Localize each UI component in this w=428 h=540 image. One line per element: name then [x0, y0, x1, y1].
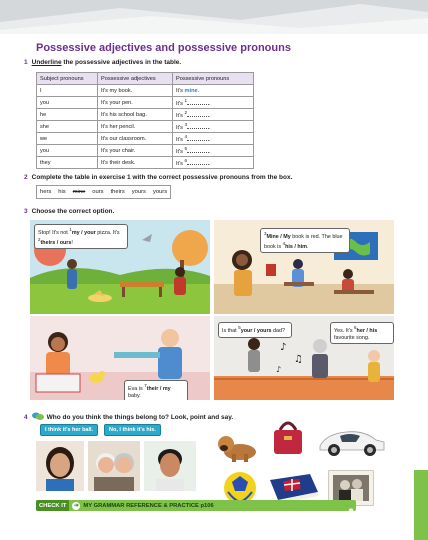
photo-grandparents[interactable] — [88, 441, 140, 491]
word-option[interactable]: yours — [152, 189, 168, 195]
bubble-text: ! — [71, 239, 73, 246]
instruction-text: Complete the table in exercise 1 with the correct possessive pronouns from the box. — [31, 174, 293, 181]
word-option[interactable]: hers — [40, 189, 52, 195]
word-option-used: mine — [72, 189, 86, 195]
answer-blank[interactable] — [184, 158, 209, 165]
option-choice[interactable]: your / yours — [240, 327, 272, 334]
word-box — [36, 185, 171, 199]
table-row — [37, 97, 254, 109]
check-it-label: CHECK IT — [36, 500, 69, 511]
exercise-4-instruction — [24, 412, 233, 423]
footer-text: MY GRAMMAR REFERENCE & PRACTICE p106 — [83, 502, 214, 509]
cell-pronoun — [173, 97, 254, 109]
cell-prefix: It's — [176, 124, 183, 131]
avito-logo-icon: ●● — [326, 511, 341, 523]
cell-subject: he — [37, 109, 98, 121]
word-option[interactable]: theirs — [110, 189, 125, 195]
answer-blank[interactable] — [184, 110, 209, 117]
option-choice[interactable]: their / my — [146, 385, 171, 392]
table-row — [37, 145, 254, 157]
cell-prefix: It's — [176, 160, 183, 167]
speech-bubbles-icon — [32, 412, 44, 423]
section-heading: Possessive adjectives and possessive pronouns — [36, 42, 291, 54]
cell-end: . — [209, 112, 211, 119]
cell-end: . — [209, 124, 211, 131]
exercise-number: 2 — [24, 174, 28, 181]
illustration-home — [30, 316, 210, 400]
speech-bubble — [330, 322, 394, 344]
table-row — [37, 157, 254, 169]
table-row — [37, 121, 254, 133]
svg-text:♫: ♫ — [294, 354, 303, 365]
gap-number: 6 — [184, 158, 188, 164]
table-row — [37, 133, 254, 145]
option-choice[interactable]: theirs / ours — [40, 239, 72, 246]
cell-subject: we — [37, 133, 98, 145]
option-choice[interactable]: his / him — [285, 243, 307, 250]
exercise-2-instruction — [24, 174, 292, 181]
answer-blank[interactable] — [184, 98, 209, 105]
cell-subject: she — [37, 121, 98, 133]
illustration-classroom — [214, 220, 394, 314]
bubble-text: dad? — [271, 327, 286, 334]
cell-pronoun — [173, 109, 254, 121]
gap-number: 4 — [282, 240, 286, 246]
exercise-number: 1 — [24, 59, 28, 66]
pronoun-table — [36, 72, 254, 169]
sports-car-image[interactable] — [316, 420, 388, 460]
example-answer: mine — [184, 87, 198, 94]
example-phrase-pill: No, I think it's his. — [104, 424, 161, 436]
underline-verb: Underline — [31, 59, 62, 66]
cell-adjective: It's their desk. — [98, 157, 173, 169]
cell-adjective: It's my book. — [98, 85, 173, 97]
bubble-text: Is that — [222, 327, 239, 334]
gap-number: 2 — [184, 110, 188, 116]
cell-pronoun — [173, 85, 254, 97]
column-header: Possessive pronouns — [173, 73, 254, 85]
cell-subject: I — [37, 85, 98, 97]
exercise-number: 3 — [24, 208, 28, 215]
table-row — [37, 85, 254, 97]
speech-bubble — [260, 228, 350, 253]
table-row — [37, 109, 254, 121]
option-choice[interactable]: her / his — [356, 327, 378, 334]
gap-number: 3 — [264, 231, 267, 236]
cell-adjective: It's her pencil. — [98, 121, 173, 133]
exercise-1-instruction — [24, 59, 181, 66]
option-choice[interactable]: Mine / My — [266, 233, 291, 240]
bubble-text: favourite song. — [334, 334, 370, 341]
example-phrase-pill: I think it's her ball. — [40, 424, 98, 436]
cell-adjective: It's your pen. — [98, 97, 173, 109]
speech-bubble — [124, 380, 188, 400]
table-header-row — [37, 73, 254, 85]
cell-pronoun — [173, 121, 254, 133]
cell-subject: you — [37, 97, 98, 109]
cell-prefix: It's — [176, 112, 183, 119]
column-header: Possessive adjectives — [98, 73, 173, 85]
gap-number: 2 — [38, 236, 41, 242]
illustration-park — [30, 220, 210, 314]
cell-pronoun — [173, 145, 254, 157]
gap-number: 5 — [184, 146, 188, 152]
dog-image[interactable] — [214, 424, 262, 464]
cell-end: . — [209, 148, 211, 155]
bubble-text: . — [306, 243, 309, 250]
cell-adjective: It's our classroom. — [98, 133, 173, 145]
cell-pronoun — [173, 133, 254, 145]
instruction-text: Who do you think the things belong to? Look, point and say. — [46, 414, 234, 421]
word-option[interactable]: his — [58, 189, 66, 195]
cell-end: . — [209, 160, 211, 167]
cell-pronoun — [173, 157, 254, 169]
instruction-text: the possessive adjectives in the table. — [61, 59, 182, 66]
bubble-text: book is red. The blue book is — [264, 233, 343, 250]
cell-prefix: It's — [176, 100, 183, 107]
gap-number: 4 — [184, 134, 188, 140]
side-tab — [414, 470, 428, 540]
cell-prefix: It's — [176, 148, 183, 155]
cell-adjective: It's his school bag. — [98, 109, 173, 121]
handbag-image[interactable] — [270, 414, 306, 458]
gap-number: 5 — [238, 325, 241, 330]
word-option[interactable]: yours — [131, 189, 146, 195]
cell-subject: they — [37, 157, 98, 169]
illustration-music — [214, 316, 394, 400]
word-option[interactable]: ours — [92, 189, 104, 195]
cell-end: . — [197, 87, 200, 94]
cell-adjective: It's your chair. — [98, 145, 173, 157]
gap-number: 3 — [184, 122, 188, 128]
speech-bubble — [218, 322, 292, 338]
exercise-3-instruction — [24, 208, 114, 215]
watermark-text: Avito — [344, 505, 390, 524]
answer-blank[interactable] — [184, 146, 209, 153]
answer-blank[interactable] — [184, 134, 209, 141]
bubble-text: Yes. It's — [334, 327, 355, 334]
top-decorative-band — [0, 0, 428, 34]
cell-prefix: It's — [176, 87, 183, 94]
gap-number: 7 — [144, 383, 147, 388]
cell-prefix: It's — [176, 136, 183, 143]
gap-number: 6 — [354, 325, 357, 330]
speech-bubble — [34, 224, 128, 249]
photo-boy[interactable] — [144, 441, 196, 491]
photo-girl[interactable] — [36, 441, 84, 491]
bubble-text: pizza. It's — [95, 229, 120, 236]
answer-blank[interactable] — [184, 122, 209, 129]
column-header: Subject pronouns — [37, 73, 98, 85]
option-choice[interactable]: my / your — [71, 229, 96, 236]
grammar-reference-link[interactable] — [36, 500, 356, 511]
exercise-number: 4 — [24, 414, 28, 421]
arrow-right-icon: ➜ — [73, 502, 79, 509]
cell-end: . — [209, 100, 211, 107]
svg-text:♪: ♪ — [276, 365, 282, 374]
instruction-text: Choose the correct option. — [31, 208, 115, 215]
bubble-text: baby. — [128, 392, 141, 399]
cell-end: . — [209, 136, 211, 143]
bubble-text: Eva is — [128, 385, 145, 392]
gap-number: 1 — [184, 98, 188, 104]
avito-watermark — [326, 505, 389, 525]
svg-text:♪: ♪ — [280, 342, 287, 353]
cell-subject: you — [37, 145, 98, 157]
gap-number: 1 — [69, 227, 72, 232]
bubble-text: Stop! It's not — [38, 229, 70, 236]
